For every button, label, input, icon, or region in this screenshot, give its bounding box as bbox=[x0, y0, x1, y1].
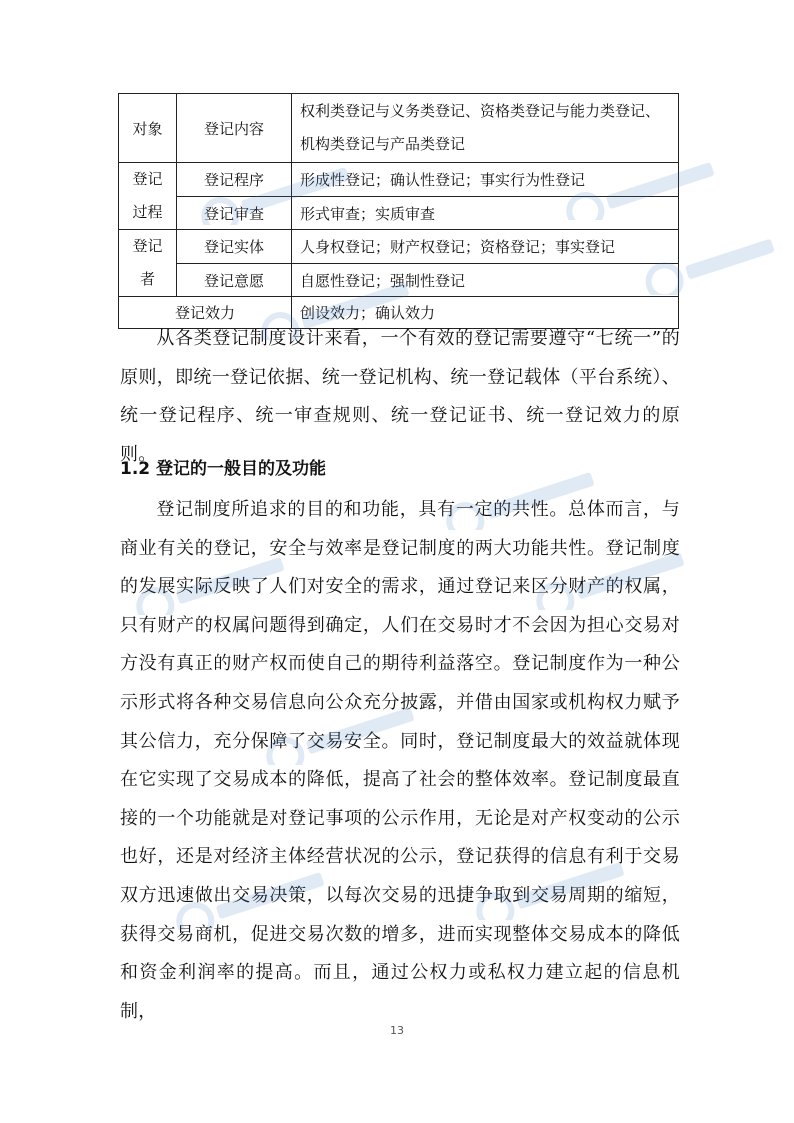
table-cell bbox=[119, 163, 177, 230]
table-cell: 创设效力；确认效力 bbox=[292, 297, 679, 329]
body-paragraph bbox=[120, 320, 680, 474]
body-paragraph bbox=[120, 491, 680, 1031]
cell-line: 机构类登记与产品类登记 bbox=[300, 135, 466, 153]
table-row bbox=[119, 94, 679, 163]
table-cell: 形成性登记；确认性登记；事实行为性登记 bbox=[292, 163, 679, 197]
cell-line: 登记 bbox=[132, 237, 163, 255]
table-cell: 形式审查；实质审查 bbox=[292, 197, 679, 230]
paragraph-text: 从各类登记制度设计来看，一个有效的登记需要遵守“七统一”的原则，即统一登记依据、统一登记机构、统一登记载体（平台系统）、统一登记程序、统一审查规则、统一登记证书、统一登记效力的原则。 bbox=[120, 328, 680, 465]
table-cell: 登记实体 bbox=[177, 230, 292, 264]
page-number: 13 bbox=[390, 1024, 404, 1037]
cell-line: 者 bbox=[139, 270, 155, 288]
table-row bbox=[119, 197, 679, 230]
table-cell: 登记内容 bbox=[177, 94, 292, 163]
table-cell: 登记程序 bbox=[177, 163, 292, 197]
registration-classification-table bbox=[118, 93, 679, 329]
table-row bbox=[119, 230, 679, 264]
table-row bbox=[119, 264, 679, 297]
table-cell bbox=[292, 94, 679, 163]
table-cell: 登记意愿 bbox=[177, 264, 292, 297]
table-cell: 自愿性登记；强制性登记 bbox=[292, 264, 679, 297]
table-row bbox=[119, 163, 679, 197]
section-heading: 1.2 登记的一般目的及功能 bbox=[120, 459, 327, 479]
table-cell bbox=[119, 230, 177, 297]
table-cell: 对象 bbox=[119, 94, 177, 163]
table-cell: 登记效力 bbox=[119, 297, 292, 329]
cell-line: 权利类登记与义务类登记、资格类登记与能力类登记、 bbox=[300, 102, 661, 120]
table-cell: 登记审查 bbox=[177, 197, 292, 230]
table-cell: 人身权登记；财产权登记；资格登记；事实登记 bbox=[292, 230, 679, 264]
cell-line: 过程 bbox=[132, 203, 163, 221]
cell-line: 登记 bbox=[132, 170, 163, 188]
paragraph-text: 登记制度所追求的目的和功能，具有一定的共性。总体而言，与商业有关的登记，安全与效率是登记制度的两大功能共性。登记制度的发展实际反映了人们对安全的需求，通过登记来区分财产的权属，只有财产的权属问题得到确定，人们在交易时才不会因为担心交易对方没有真正的财产权而使自己的期待利益落空。登记制度作为一种公示形式将各种交易信息向公众充分披露，并借由国家或机构权力赋予其公信力，充分保障了交易安全。同时，登记制度最大的效益就体现在它实现了交易成本的降低，提高了社会的整体效率。登记制度最直接的一个功能就是对登记事项的公示作用，无论是对产权变动的公示也好，还是对经济主体经营状况的公示，登记获得的信息有利于交易双方迅速做出交易决策，以每次交易的迅捷争取到交易周期的缩短，获得交易商机，促进交易次数的增多，进而实现整体交易成本的降低和资金利润率的提高。而且，通过公权力或私权力建立起的信息机制， bbox=[120, 499, 680, 1022]
